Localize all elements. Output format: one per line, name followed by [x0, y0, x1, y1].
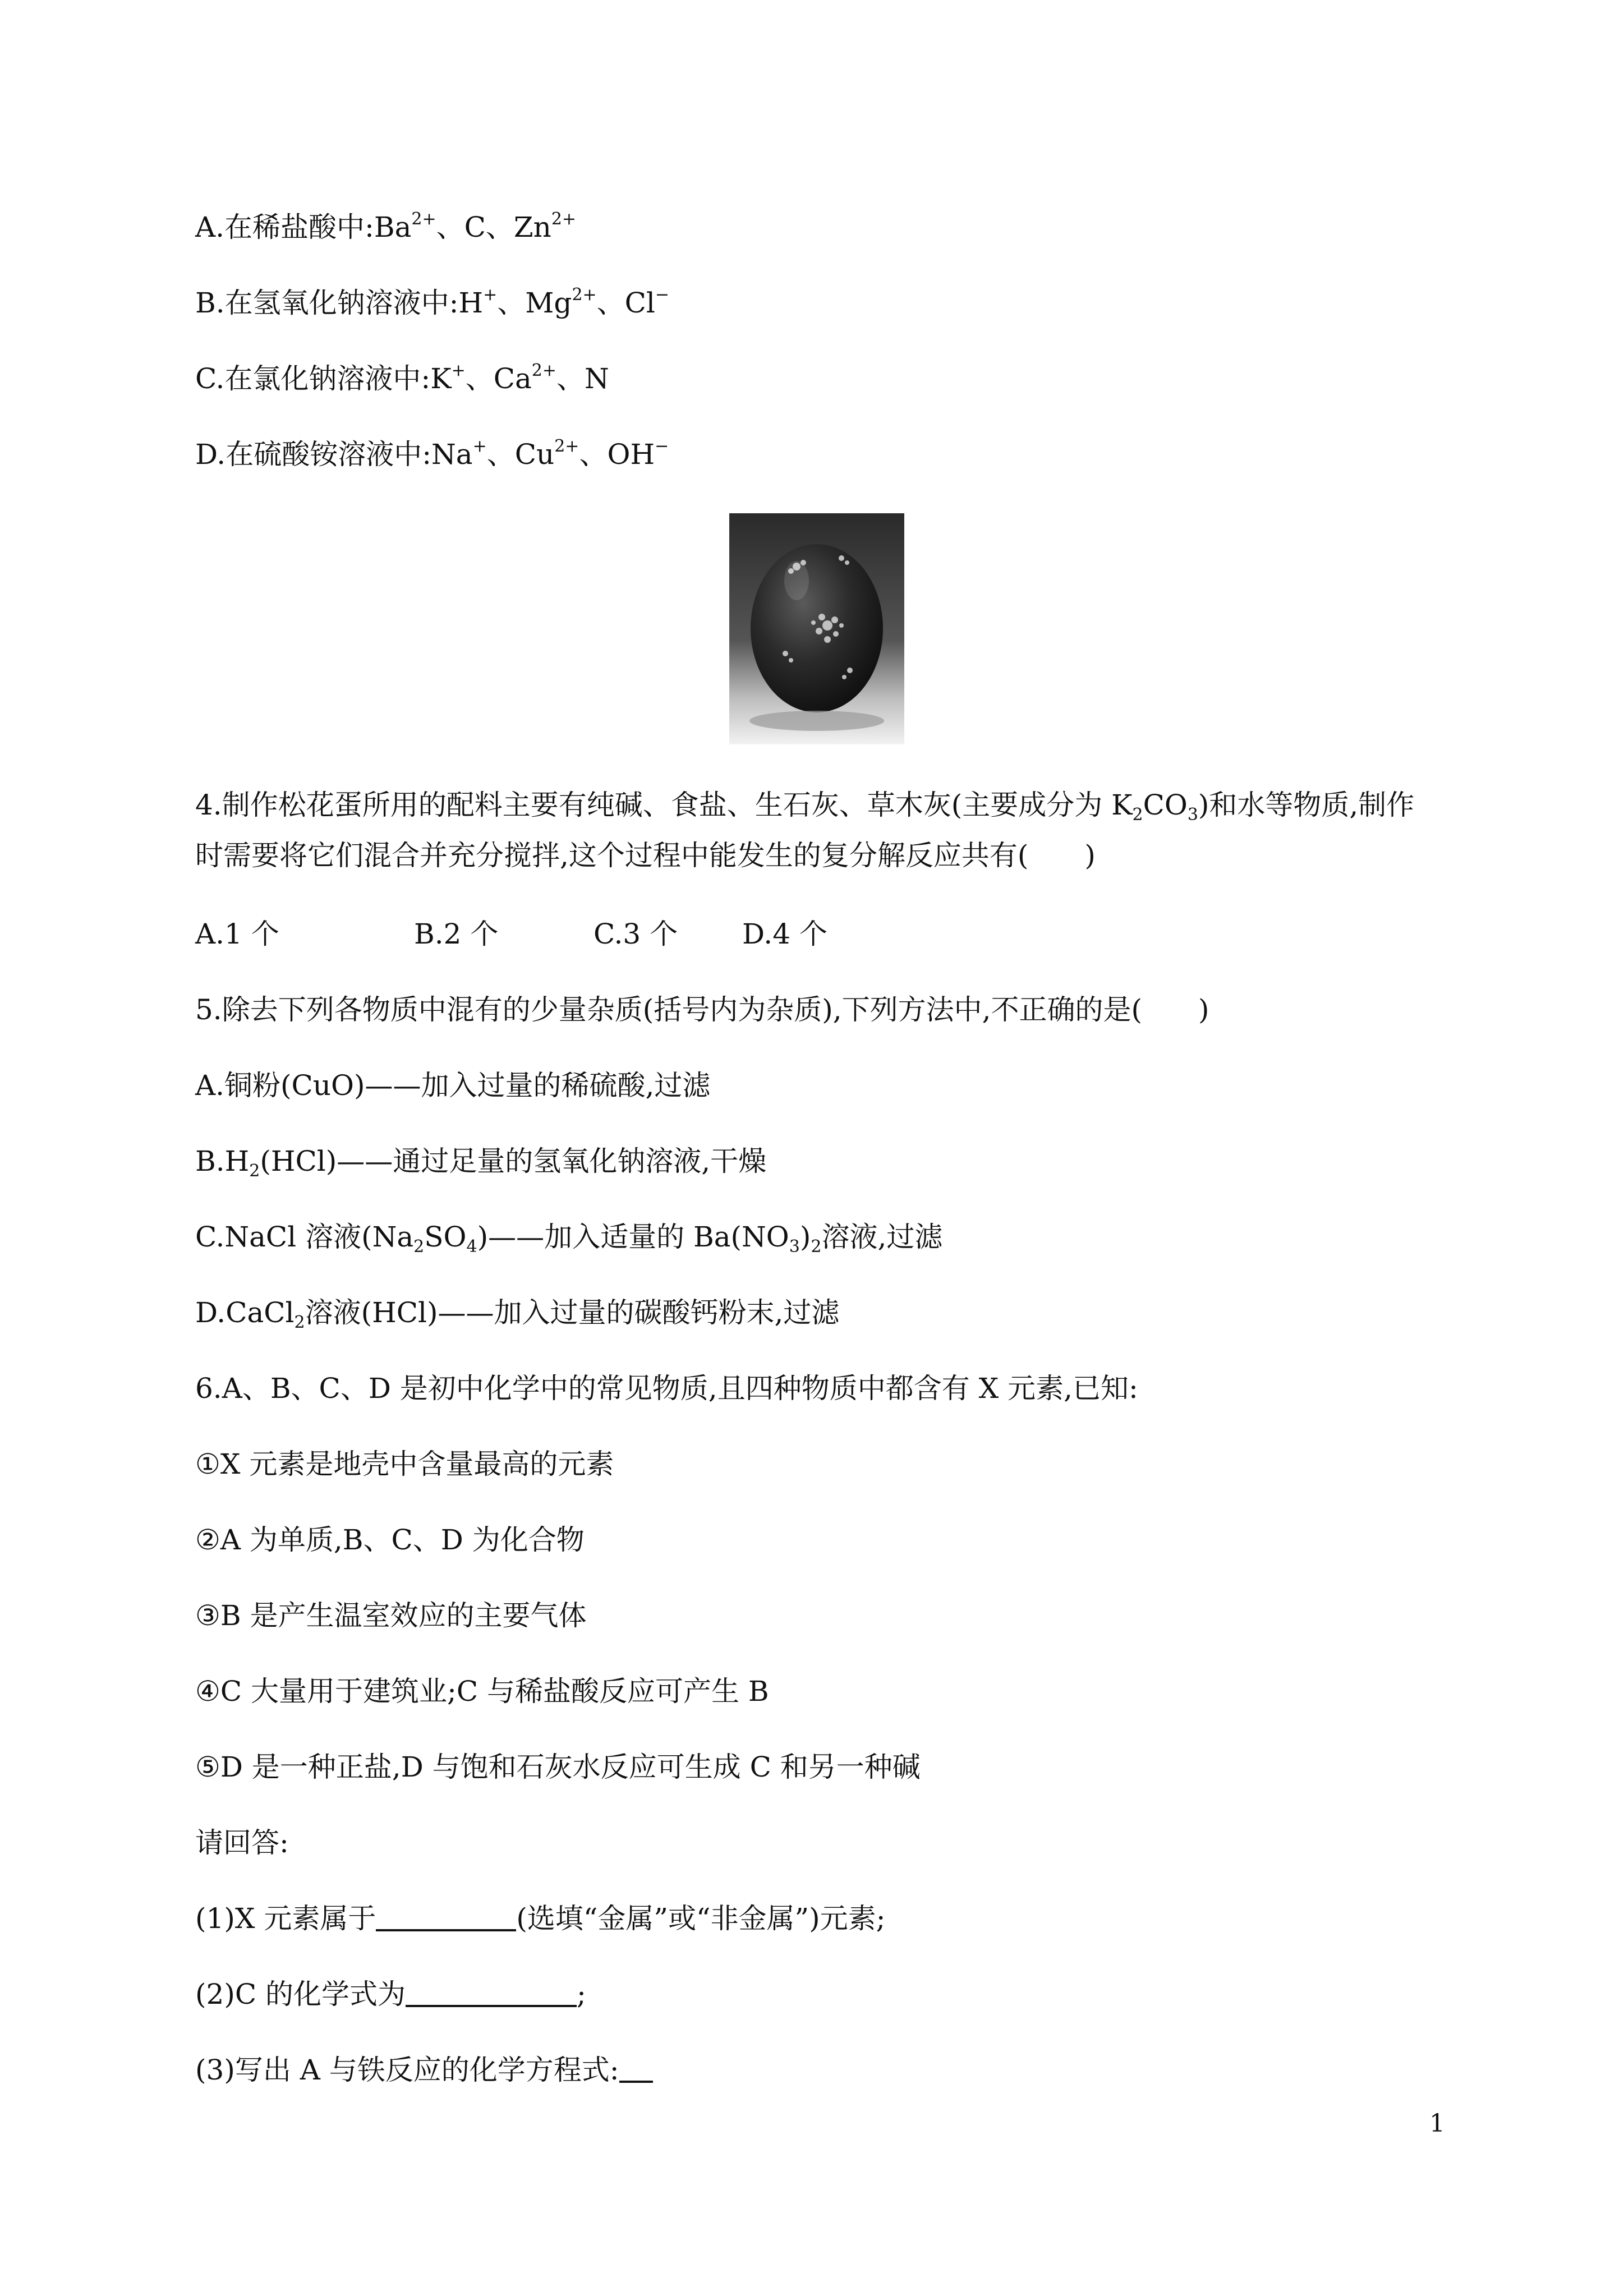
option-c: C.在氯化钠溶液中:K+、$Ca^{2+}$、N: [195, 361, 609, 395]
answer-blank-3[interactable]: [619, 2055, 653, 2083]
option-d: D.在硫酸铵溶液中:Na+、$Cu^{2+}$、OH−: [195, 436, 669, 471]
q6-prompt: 请回答:: [195, 1826, 289, 1859]
q6-sub-1: (1)X 元素属于 (选填“金属”或“非金属”)元素;: [195, 1902, 886, 1935]
question-4-line-2: 时需要将它们混合并充分搅拌,这个过程中能发生的复分解反应共有( ): [195, 839, 1096, 872]
answer-blank-2[interactable]: [406, 1979, 577, 2007]
q6-fact-5: ⑤D 是一种正盐,D 与饱和石灰水反应可生成 C 和另一种碱: [195, 1751, 921, 1783]
question-6-stem: 6.A、B、C、D 是初中化学中的常见物质,且四种物质中都含有 X 元素,已知:: [195, 1372, 1138, 1405]
q6-sub-2: (2)C 的化学式为 ;: [195, 1978, 586, 2010]
question-4-options: [195, 917, 827, 951]
q6-fact-1: ①X 元素是地壳中含量最高的元素: [195, 1448, 614, 1480]
q6-fact-2: ②A 为单质,B、C、D 为化合物: [195, 1524, 585, 1556]
q6-fact-4: ④C 大量用于建筑业;C 与稀盐酸反应可产生 B: [195, 1675, 769, 1708]
q5-option-d: D.CaCl$_2$溶液(HCl)——加入过量的碳酸钙粉末,过滤: [195, 1296, 840, 1332]
preserved-egg-photo: [729, 513, 904, 744]
question-4-line-1: 4.制作松花蛋所用的配料主要有纯碱、食盐、生石灰、草木灰(主要成分为 $K_2CO_3$)和水等物质,制作: [195, 789, 1415, 825]
page-number: 1: [1429, 2109, 1445, 2138]
option-a: A.在稀盐酸中$:Ba^{2+}$、C、$Zn^{2+}$: [195, 209, 577, 243]
q5-option-c: C.NaCl 溶液$(Na_2SO_4)——$加入适量的 $Ba(NO_3)_2$溶液,过滤: [195, 1221, 943, 1257]
q4-option-a: A.1 个: [195, 918, 279, 950]
q4-option-d: D.4 个: [742, 918, 827, 950]
q5-option-a: A.铜粉(CuO)——加入过量的稀硫酸,过滤: [195, 1069, 711, 1102]
q6-sub-3: (3)写出 A 与铁反应的化学方程式:: [195, 2053, 653, 2087]
option-b: B.在氢氧化钠溶液中:H+、$Mg^{2+}$、Cl−: [195, 285, 670, 319]
q6-fact-3: ③B 是产生温室效应的主要气体: [195, 1599, 587, 1632]
question-5-stem: 5.除去下列各物质中混有的少量杂质(括号内为杂质),下列方法中,不正确的是( ): [195, 993, 1209, 1026]
q5-option-b: $B.H_2(HCl)——$通过足量的氢氧化钠溶液,干燥: [195, 1145, 767, 1181]
answer-blank-1[interactable]: [376, 1903, 516, 1931]
q4-option-b: B.2 个: [414, 918, 499, 950]
q4-option-c: C.3 个: [594, 918, 678, 950]
